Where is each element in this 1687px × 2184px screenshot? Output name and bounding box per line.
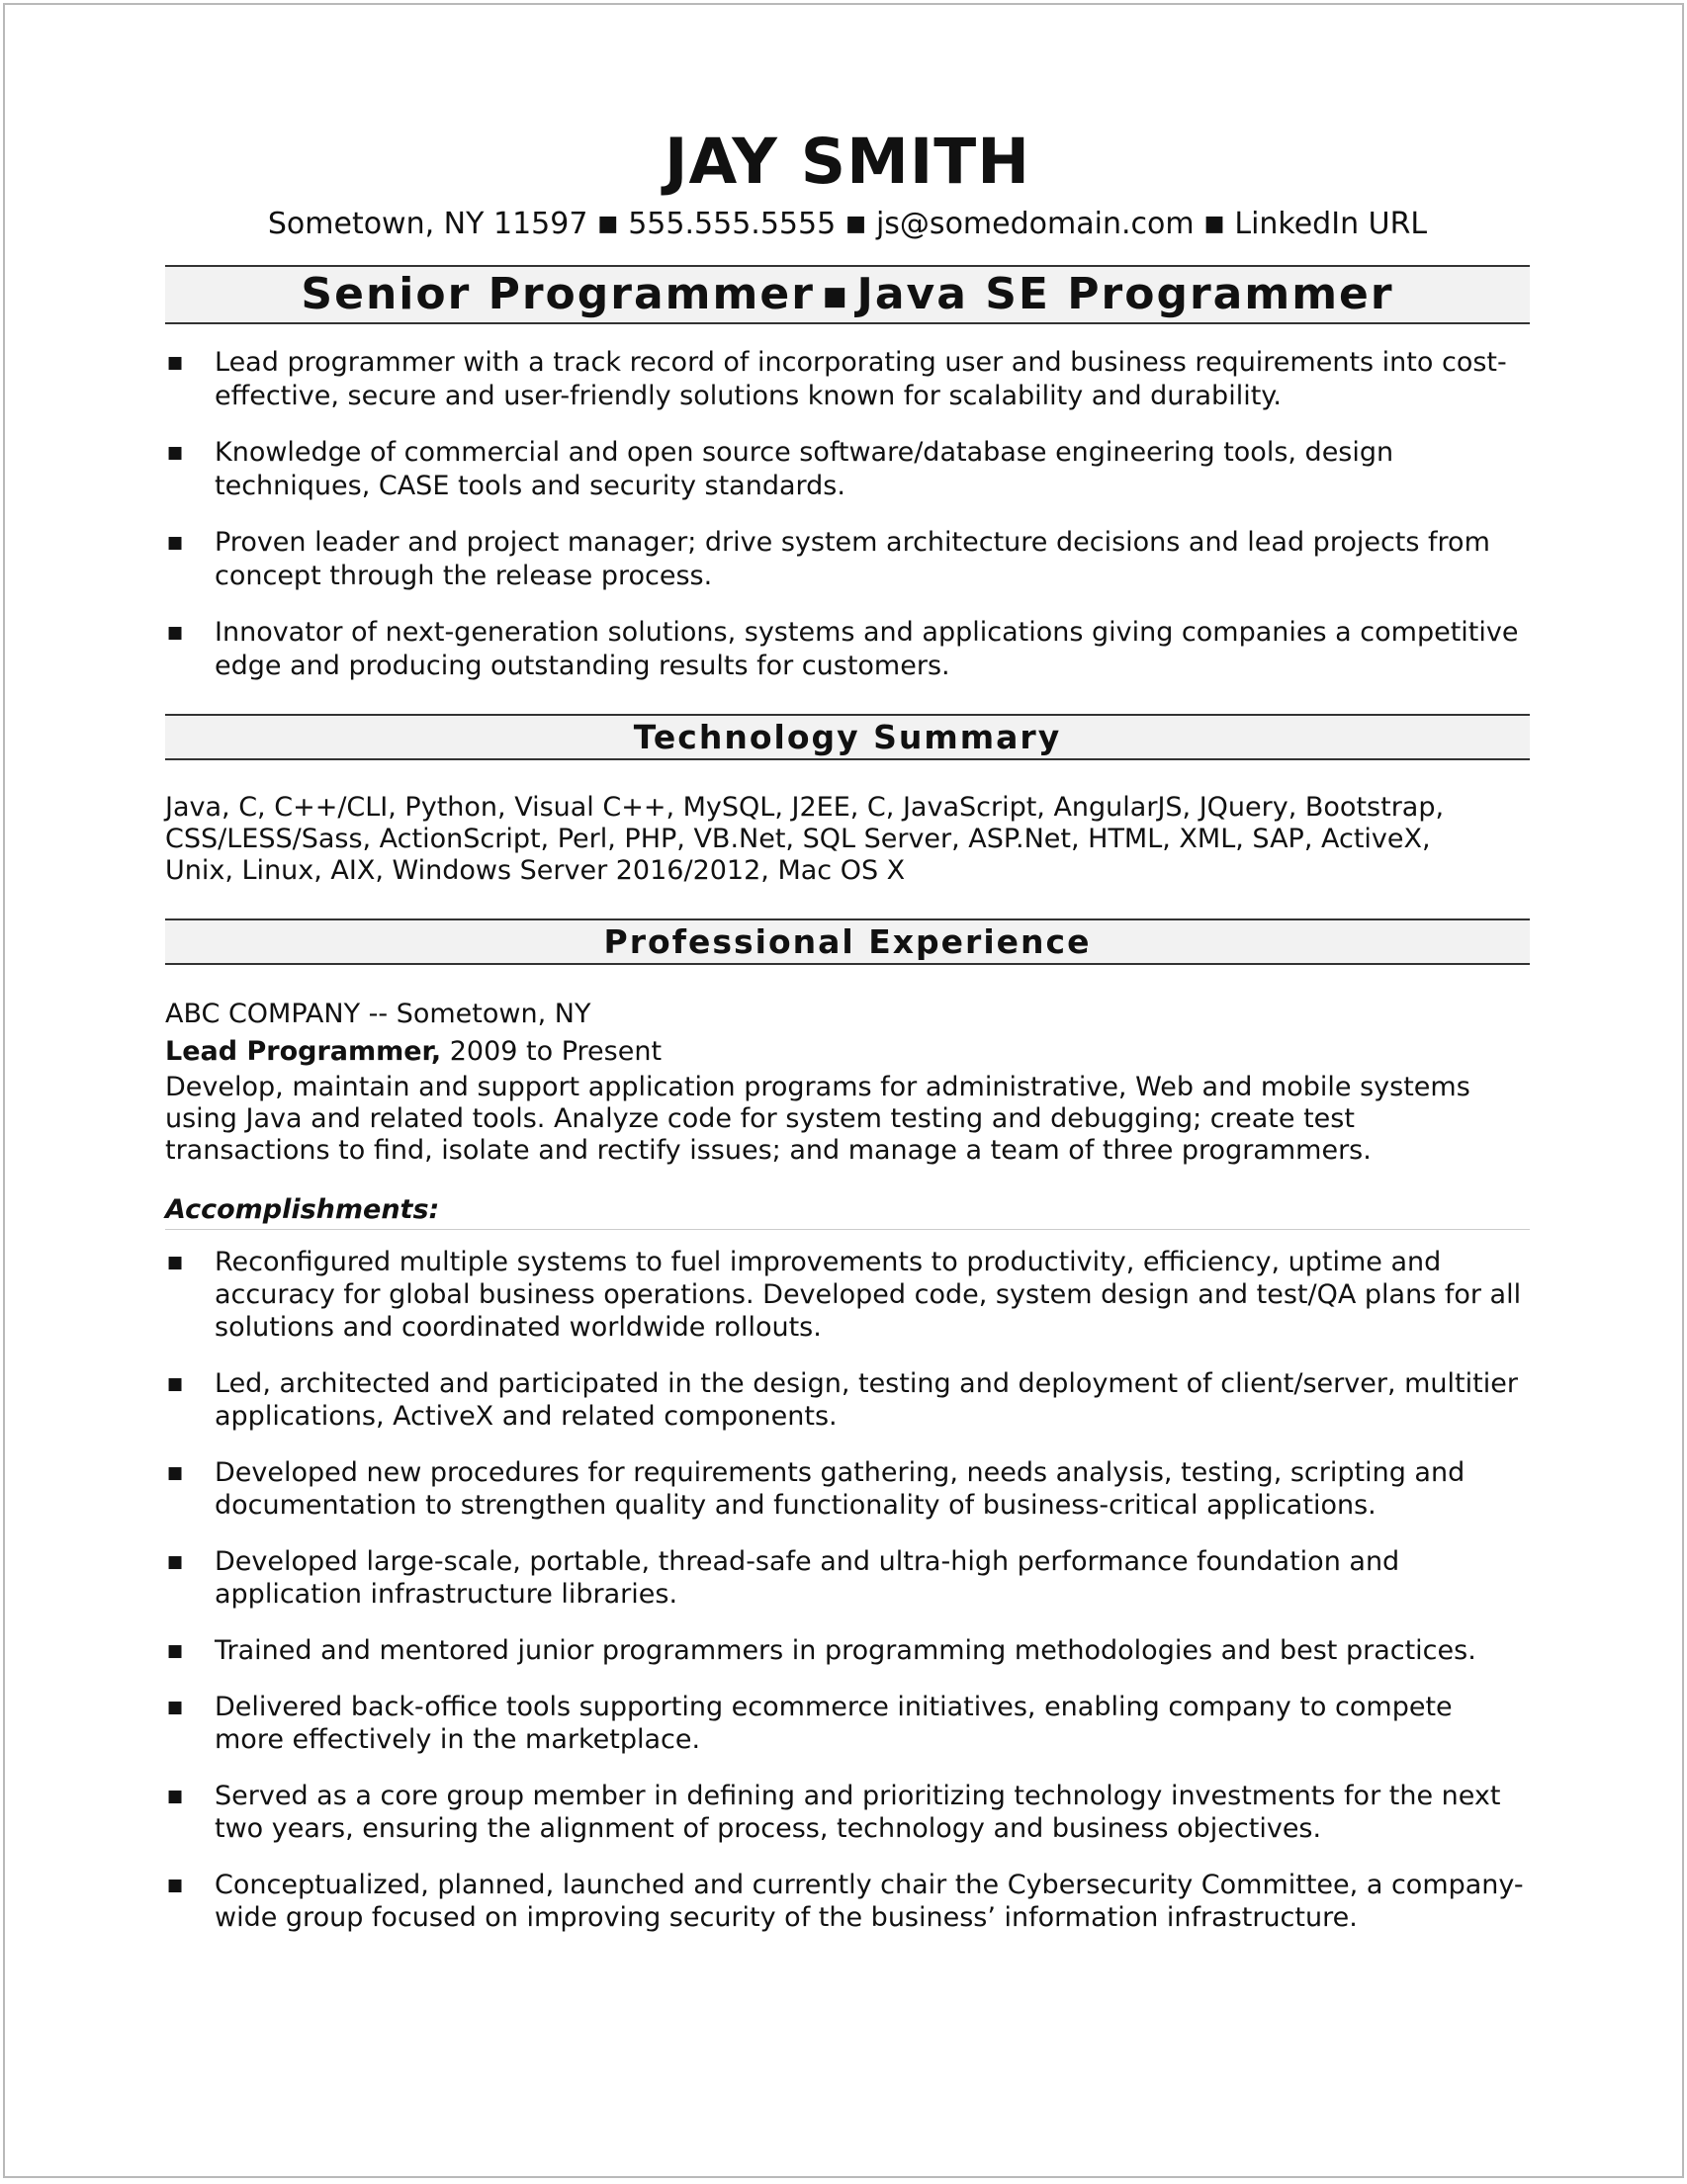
bullet-icon: ■	[167, 1787, 184, 1806]
contact-email: js@somedomain.com	[875, 207, 1195, 241]
accomplishments-heading: Accomplishments:	[165, 1192, 1530, 1230]
resume-content	[165, 5, 1530, 1934]
list-item	[165, 436, 1530, 503]
list-item	[165, 526, 1530, 593]
technology-heading: Technology Summary	[165, 714, 1530, 760]
contact-linkedin: LinkedIn URL	[1234, 207, 1428, 241]
contact-separator: ■	[1203, 212, 1225, 236]
list-item	[165, 616, 1530, 683]
resume-page	[3, 3, 1684, 2178]
accomplishment-text: Conceptualized, planned, launched and currently chair the Cybersecurity Committee, a company-wide group focused on improving security of the business’ information infrastructure.	[215, 1870, 1524, 1933]
summary-text: Knowledge of commercial and open source software/database engineering tools, design techniques, CASE tools and security standards.	[215, 437, 1394, 501]
title-separator: ■	[822, 282, 849, 311]
list-item	[165, 1545, 1530, 1611]
contact-separator: ■	[597, 212, 619, 236]
bullet-icon: ■	[167, 1253, 184, 1272]
experience-heading: Professional Experience	[165, 918, 1530, 965]
list-item	[165, 1456, 1530, 1522]
list-item	[165, 1367, 1530, 1433]
list-item	[165, 1869, 1530, 1934]
accomplishment-text: Delivered back-office tools supporting ecommerce initiatives, enabling company to compete more effectively in the marketplace.	[215, 1692, 1453, 1755]
role-description	[165, 1072, 1530, 1167]
technology-line: Java, C, C++/CLI, Python, Visual C++, MySQL, J2EE, C, JavaScript, AngularJS, JQuery, Bootstrap,	[165, 792, 1445, 823]
contact-separator: ■	[845, 212, 866, 236]
bullet-icon: ■	[167, 1876, 184, 1895]
accomplishment-text: Developed large-scale, portable, thread-safe and ultra-high performance foundation and application infrastructure libraries.	[215, 1546, 1400, 1610]
summary-list	[165, 346, 1530, 683]
accomplishment-text: Developed new procedures for requirements gathering, needs analysis, testing, scripting and documentation to strengthen quality and functionality of business-critical applications.	[215, 1457, 1465, 1521]
candidate-name: JAY SMITH	[665, 126, 1030, 198]
role-description-line: using Java and related tools. Analyze code for system testing and debugging; create test	[165, 1103, 1355, 1134]
list-item	[165, 1780, 1530, 1845]
accomplishment-text: Reconfigured multiple systems to fuel improvements to productivity, efficiency, uptime and accuracy for global business operations. Developed code, system design and test/QA plans for all solutions and coordinated worldwide rollouts.	[215, 1247, 1522, 1343]
title-secondary: Java SE Programmer	[856, 269, 1394, 319]
title-banner	[165, 265, 1530, 324]
summary-text: Lead programmer with a track record of incorporating user and business requirements into cost-effective, secure and user-friendly solutions known for scalability and durability.	[215, 347, 1507, 411]
title-primary: Senior Programmer	[301, 269, 815, 319]
bullet-icon: ■	[167, 623, 184, 643]
bullet-icon: ■	[167, 533, 184, 553]
bullet-icon: ■	[167, 1552, 184, 1572]
accomplishment-text: Served as a core group member in defining and prioritizing technology investments for the next two years, ensuring the alignment of process, technology and business objectives.	[215, 1781, 1501, 1844]
contact-location: Sometown, NY 11597	[267, 207, 588, 241]
role-description-line: Develop, maintain and support application programs for administrative, Web and mobile systems	[165, 1072, 1470, 1102]
role-title: Lead Programmer,	[165, 1036, 442, 1067]
bullet-icon: ■	[167, 1641, 184, 1661]
summary-text: Innovator of next-generation solutions, systems and applications giving companies a competitive edge and producing outstanding results for customers.	[215, 617, 1519, 681]
contact-phone: 555.555.5555	[628, 207, 837, 241]
accomplishment-text: Led, architected and participated in the design, testing and deployment of client/server, multitier applications, ActiveX and related components.	[215, 1368, 1518, 1432]
list-item	[165, 1691, 1530, 1756]
contact-line	[165, 203, 1530, 249]
bullet-icon: ■	[167, 1698, 184, 1717]
list-item	[165, 1246, 1530, 1344]
company-line: ABC COMPANY -- Sometown, NY	[165, 999, 591, 1029]
technology-line: CSS/LESS/Sass, ActionScript, Perl, PHP, VB.Net, SQL Server, ASP.Net, HTML, XML, SAP, ActiveX,	[165, 824, 1431, 854]
role-dates: 2009 to Present	[441, 1036, 663, 1067]
accomplishment-text: Trained and mentored junior programmers in programming methodologies and best practices.	[215, 1635, 1476, 1666]
role-line	[165, 1032, 1530, 1072]
list-item	[165, 346, 1530, 413]
bullet-icon: ■	[167, 1463, 184, 1483]
role-description-line: transactions to find, isolate and rectify issues; and manage a team of three programmers.	[165, 1135, 1372, 1166]
bullet-icon: ■	[167, 1374, 184, 1394]
technology-line: Unix, Linux, AIX, Windows Server 2016/2012, Mac OS X	[165, 855, 906, 886]
summary-text: Proven leader and project manager; drive system architecture decisions and lead projects from concept through the release process.	[215, 527, 1490, 591]
bullet-icon: ■	[167, 443, 184, 463]
list-item	[165, 1634, 1530, 1667]
technology-list	[165, 792, 1530, 887]
bullet-icon: ■	[167, 353, 184, 373]
accomplishments-list	[165, 1246, 1530, 1934]
